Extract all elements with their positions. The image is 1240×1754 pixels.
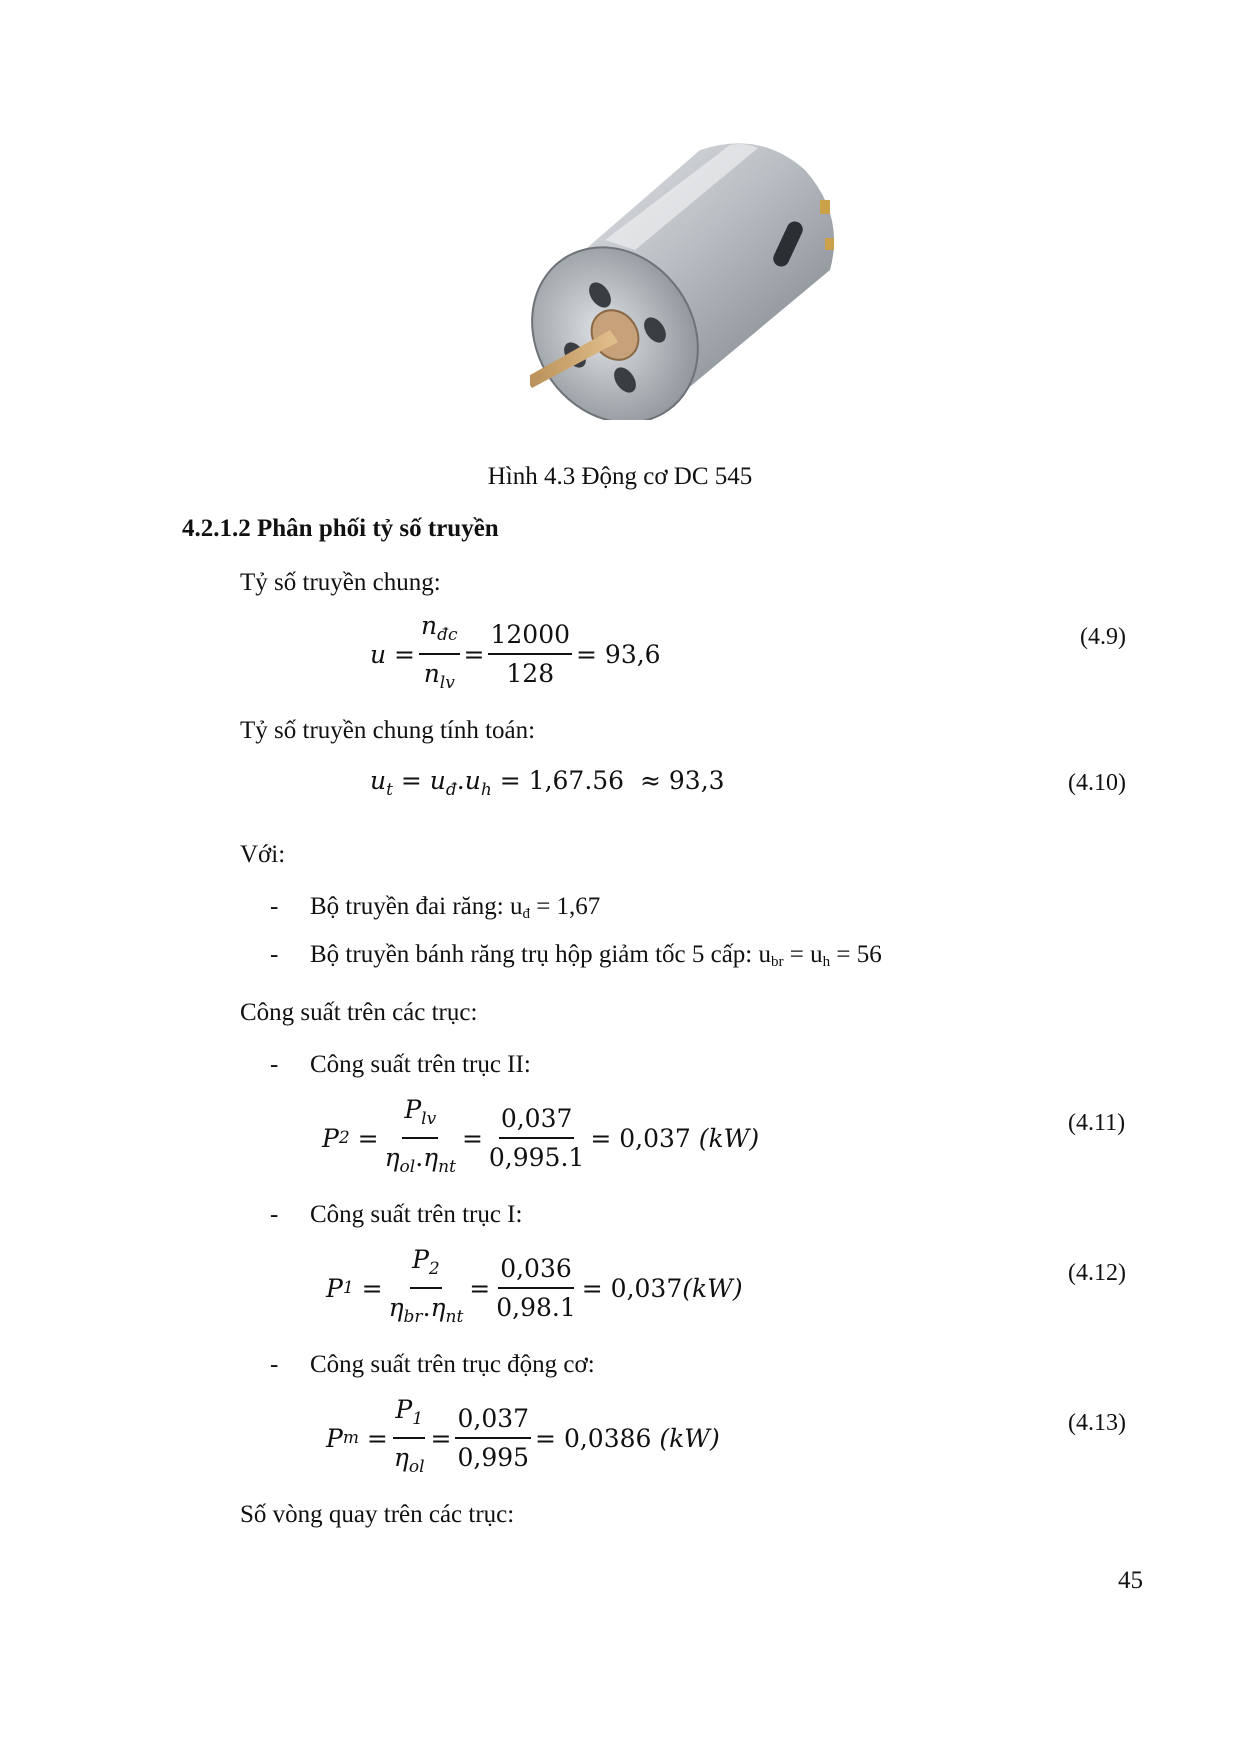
equation-number-4-10: (4.10) bbox=[1068, 770, 1126, 796]
list-item-power-shaft2: - Công suất trên trục II: bbox=[270, 1051, 531, 1078]
equation-number-4-12: (4.12) bbox=[1068, 1260, 1126, 1286]
list-item-power-shaft1: - Công suất trên trục I: bbox=[270, 1201, 523, 1228]
page-number: 45 bbox=[1118, 1567, 1143, 1594]
list-dash: - bbox=[270, 1201, 279, 1228]
speed-label: Số vòng quay trên các trục: bbox=[240, 1501, 515, 1528]
equation-4-10: $u_t = u_đ.u_h = 1,67.56 \approx 93,3$ bbox=[370, 766, 725, 800]
section-heading: 4.2.1.2 Phân phối tỷ số truyền bbox=[182, 515, 499, 542]
list-item-power-motor: - Công suất trên trục động cơ: bbox=[270, 1351, 595, 1378]
list-item-belt: - Bộ truyền đai răng: uđ = 1,67 bbox=[270, 893, 601, 922]
list-dash: - bbox=[270, 893, 279, 920]
equation-number-4-13: (4.13) bbox=[1068, 1410, 1126, 1436]
list-dash: - bbox=[270, 941, 279, 968]
with-label: Với: bbox=[240, 841, 286, 868]
equation-number-4-11: (4.11) bbox=[1068, 1110, 1126, 1136]
computed-ratio-label: Tỷ số truyền chung tính toán: bbox=[240, 717, 536, 744]
equation-4-13: P m = $\frac{P_1}{\eta_{ol}}$ = $\frac{0,037}{0,995}$ = 0,0386 (kW) bbox=[326, 1394, 720, 1477]
list-item-gear: - Bộ truyền bánh răng trụ hộp giảm tốc 5 cấp: ubr = uh = 56 bbox=[270, 941, 882, 970]
overall-ratio-label: Tỷ số truyền chung: bbox=[240, 569, 441, 596]
power-label: Công suất trên các trục: bbox=[240, 999, 478, 1026]
dc-motor-icon bbox=[530, 130, 860, 420]
figure-caption: Hình 4.3 Động cơ DC 545 bbox=[487, 463, 753, 490]
equation-4-11: P 2 = $\frac{P_{lv}}{\eta_{ol}.\eta_{nt}}$ = $\frac{0,037}{0,995.1}$ = 0,037 (kW) bbox=[322, 1094, 760, 1177]
list-dash: - bbox=[270, 1051, 279, 1078]
equation-4-9: u = $\frac{n_{đc}}{n_{lv}}$ = $\frac{12000}{128}$ = 93,6 bbox=[370, 610, 661, 693]
equation-4-12: P 1 = $\frac{P_2}{\eta_{br}.\eta_{nt}}$ = $\frac{0,036}{0,98.1}$ = 0,037 (kW) bbox=[326, 1244, 743, 1327]
figure-image bbox=[530, 130, 860, 420]
equation-number-4-9: (4.9) bbox=[1080, 624, 1126, 650]
list-dash: - bbox=[270, 1351, 279, 1378]
